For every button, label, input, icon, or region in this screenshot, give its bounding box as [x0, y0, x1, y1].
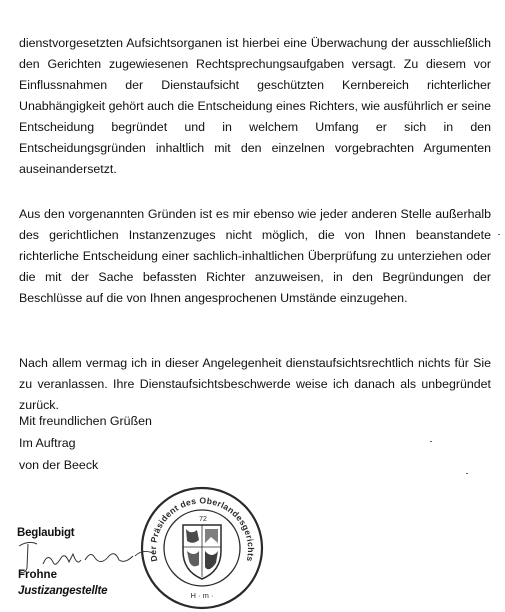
certifier-name: Frohne — [18, 569, 57, 581]
coat-of-arms-icon — [183, 525, 221, 579]
seal-bottom-text: H · m · — [190, 591, 214, 600]
closing-signatory-name: von der Beeck — [19, 458, 99, 472]
closing-greeting: Mit freundlichen Grüßen — [19, 414, 152, 428]
seal-number: 72 — [199, 516, 207, 523]
closing-block — [19, 410, 152, 476]
scan-speck — [466, 473, 468, 474]
scan-speck — [498, 234, 500, 235]
certifier-title: Justizangestellte — [18, 585, 108, 597]
body-paragraph-3: Nach allem vermag ich in dieser Angelegenheit dienstaufsichtsrechtlich nichts für Sie zu veranlassen. Ihre Dienstaufsichtsbeschwerde weise ich danach als unbegründet zurück. — [19, 356, 491, 412]
scan-speck — [430, 441, 432, 442]
certification-label: Beglaubigt — [17, 527, 75, 539]
closing-on-behalf: Im Auftrag — [19, 436, 76, 450]
body-paragraph-1: dienstvorgesetzten Aufsichtsorganen ist hierbei eine Überwachung der ausschließlich den Gerichten zugewiesenen Rechtsprechungsaufgaben versagt. Zu diesem vor Einflussnahmen der Dienstaufsicht geschützten Kernbereich richterlicher Unabhängigkeit gehört auch die Entscheidung eines Richters, wie ausführlich er seine Entscheidung begründet und in welchem Umfang er sich in den Entscheidungsgründen inhaltlich mit den einzelnen vorgebrachten Argumenten auseinandersetzt. — [19, 36, 491, 176]
body-paragraph-2: Aus den vorgenannten Gründen ist es mir ebenso wie jeder anderen Stelle außerhalb des gerichtlichen Instanzenzuges nicht möglich, die von Ihnen beanstandete richterliche Entscheidung einer sachlich-inhaltlichen Überprüfung zu unterziehen oder die mit der Sache befassten Richter anzuweisen, in den Begründungen der Beschlüsse auf die von Ihnen angesprochenen Umstände einzugehen. — [19, 207, 491, 305]
seal-ring-text: Der Präsident des Oberlandesgerichts — [147, 495, 257, 563]
